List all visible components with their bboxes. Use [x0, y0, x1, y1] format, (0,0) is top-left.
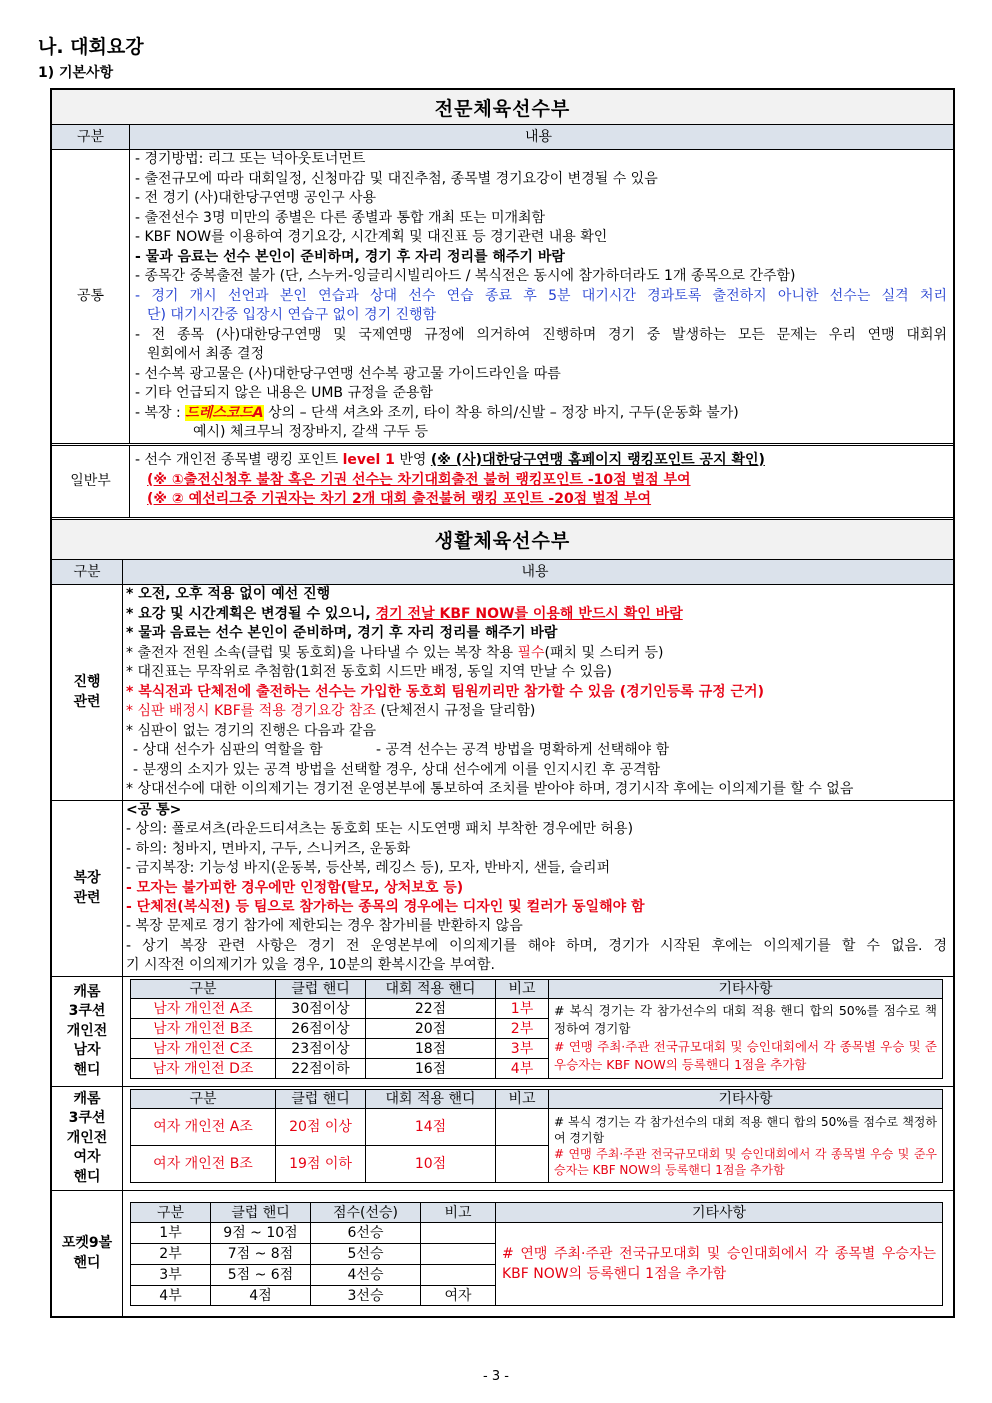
remark-cell — [421, 1244, 496, 1265]
header-category: 구분 — [52, 560, 123, 584]
common-line: - KBF NOW를 이용하여 경기요강, 시간계획 및 대진표 등 경기관련 내용 확인 — [135, 229, 608, 245]
club-handicap-cell: 7점 ~ 8점 — [211, 1244, 311, 1265]
header-content: 내용 — [521, 564, 549, 580]
progress-subitem: - 상대 선수가 심판의 역할을 함 — [133, 742, 323, 758]
division-cell: 여자 개인전 A조 — [131, 1109, 276, 1146]
table-header-row — [131, 1090, 943, 1109]
notes-box — [554, 1109, 937, 1181]
ranking-level: level 1 — [342, 452, 395, 468]
section-heading: 나. 대회요강 — [38, 36, 144, 58]
remark-cell — [421, 1223, 496, 1244]
dress-line: - 모자는 불가피한 경우에만 인정함(탈모, 상처보호 등) — [126, 879, 464, 896]
dress-line: - 상의: 폴로셔츠(라운드티셔츠는 동호회 또는 시도연맹 패치 부착한 경우에만 허용) — [126, 821, 634, 838]
col-header: 대회 적용 핸디 — [366, 980, 496, 999]
remark-cell: 여자 — [421, 1286, 496, 1306]
carom-men-row — [52, 977, 953, 1087]
dress-line: - 하의: 청바지, 면바지, 구두, 스니커즈, 운동화 — [126, 840, 411, 857]
progress-line — [126, 702, 947, 722]
progress-line: * 심판이 없는 경기의 진행은 다음과 같음 — [126, 722, 377, 739]
general-content — [130, 446, 953, 517]
notes-box — [554, 999, 937, 1077]
notes-cell — [549, 1109, 943, 1183]
division-cell: 2부 — [131, 1244, 211, 1265]
division-cell: 여자 개인전 B조 — [131, 1146, 276, 1183]
col-header: 기타사항 — [549, 980, 943, 999]
dress-line: - 복장 문제로 경기 참가에 제한되는 경우 참가비를 반환하지 않음 — [126, 918, 523, 935]
table-row — [131, 1109, 943, 1146]
dress-line: - 금지복장: 기능성 바지(운동복, 등산복, 레깅스 등), 모자, 반바지, 샌들, 슬리퍼 — [126, 860, 611, 877]
carom-women-row — [52, 1087, 953, 1191]
event-handicap-cell: 16점 — [366, 1059, 496, 1079]
event-handicap-cell: 14점 — [366, 1109, 496, 1146]
page-number: - 3 - — [483, 1369, 509, 1384]
ranking-text: - 선수 개인전 종목별 랭킹 포인트 — [135, 452, 343, 468]
row-label-carom-women: 캐롬 3쿠션 개인전 여자 핸디 — [52, 1087, 123, 1190]
notes-cell — [549, 999, 943, 1079]
col-header: 비고 — [496, 1090, 549, 1109]
dress-rule: 상의 – 단색 셔츠와 조끼, 타이 착용 하의/신발 – 정장 바지, 구두(운동화 불가) — [263, 404, 739, 421]
common-line: - 전 경기 (사)대한당구연맹 공인구 사용 — [135, 190, 377, 206]
common-line: - 출전규모에 따라 대회일정, 신청마감 및 대진추첨, 종목별 경기요강이 변경될 수 있음 — [135, 170, 658, 187]
progress-line: * 상대선수에 대한 이의제기는 경기전 운영본부에 통보하여 조치를 받아야 하며, 경기시작 후에는 이의제기를 할 수 없음 — [126, 781, 854, 797]
row-label-carom-men: 캐롬 3쿠션 개인전 남자 핸디 — [52, 977, 123, 1086]
dress-line: - 단체전(복식전) 등 팀으로 참가하는 종목의 경우에는 디자인 및 컬러가 동일해야 함 — [126, 898, 645, 915]
note: # 복식 경기는 각 참가선수의 대회 적용 핸디 합의 50%를 점수로 책정하여 경기함 — [554, 1003, 937, 1036]
remark-cell — [496, 1146, 549, 1183]
table-row — [131, 999, 943, 1019]
remark-cell — [496, 1109, 549, 1146]
progress-text: (단체전시 규정을 달리함) — [375, 703, 536, 719]
row-label-pocket: 포켓9볼 핸디 — [52, 1191, 123, 1316]
remark-cell: 4부 — [496, 1059, 549, 1079]
guidelines-table — [50, 88, 955, 1318]
amateur-progress-row — [52, 585, 953, 801]
note: # 연맹 주최·주관 전국규모대회 및 승인대회에서 각 종목별 우승자는 KBF NOW의 등록핸디 1점을 추가함 — [502, 1246, 936, 1282]
common-line: - 전 종목 (사)대한당구연맹 및 국제연맹 규정에 의거하여 진행하며 경기 중 발생하는 모든 문제는 우리 연맹 대회위 — [135, 326, 947, 343]
club-handicap-cell: 20점 이상 — [276, 1109, 366, 1146]
common-line: - 종목간 중복출전 불가 (단, 스누커-잉글리시빌리아드 / 복식전은 동시에 참가하더라도 1개 종목으로 간주함) — [135, 268, 796, 284]
pro-division-title: 전문체육선수부 — [434, 97, 571, 120]
dress-line: <공 통> — [126, 802, 182, 818]
dress-line: 기 시작전 이의제기가 있을 경우, 10분의 환복시간을 부여함. — [126, 957, 495, 974]
division-cell: 남자 개인전 B조 — [131, 1019, 276, 1039]
row-label-common: 공통 — [52, 150, 130, 443]
ranking-line — [135, 451, 947, 471]
club-handicap-cell: 9점 ~ 10점 — [211, 1223, 311, 1244]
note: # 복식 경기는 각 참가선수의 대회 적용 핸디 합의 50%를 점수로 책정하여 경기함 — [554, 1115, 937, 1145]
col-header: 구분 — [131, 980, 276, 999]
common-line: - 출전선수 3명 미만의 종별은 다른 종별과 통합 개최 또는 미개최함 — [135, 209, 546, 226]
pocket-table — [130, 1202, 943, 1306]
carom-women-content — [123, 1087, 953, 1190]
division-cell: 3부 — [131, 1265, 211, 1286]
common-line: 단) 대기시간중 입장시 연습구 없이 경기 진행함 — [147, 307, 437, 323]
pro-general-row — [52, 446, 953, 520]
progress-line — [126, 605, 947, 625]
amateur-dress-row — [52, 801, 953, 977]
progress-line — [126, 741, 947, 761]
progress-line: * 대진표는 무작위로 추첨함(1회전 동호회 시드만 배정, 동일 지역 만날 수 있음) — [126, 664, 612, 680]
ranking-text-2: 반영 — [394, 452, 431, 468]
col-header: 구분 — [131, 1203, 211, 1223]
event-handicap-cell: 22점 — [366, 999, 496, 1019]
col-header: 클럽 핸디 — [211, 1203, 311, 1223]
common-line: - 기타 언급되지 않은 내용은 UMB 규정을 준용함 — [135, 385, 434, 401]
race-to-cell: 6선승 — [311, 1223, 421, 1244]
penalty-line-1: (※ ①출전신청후 불참 혹은 기권 선수는 차기대회출전 불허 랭킹포인트 -10점 벌점 부여 — [147, 471, 691, 488]
row-label-general: 일반부 — [52, 446, 130, 517]
pro-division-title-row — [52, 90, 953, 125]
pro-common-row — [52, 150, 953, 446]
progress-line — [126, 644, 947, 664]
progress-content — [123, 585, 953, 800]
progress-text: * 요강 및 시간계획은 변경될 수 있으니, — [126, 605, 376, 622]
col-header: 기타사항 — [549, 1090, 943, 1109]
race-to-cell: 3선승 — [311, 1286, 421, 1306]
event-handicap-cell: 10점 — [366, 1146, 496, 1183]
carom-women-table — [130, 1089, 943, 1183]
header-category: 구분 — [52, 125, 130, 149]
club-handicap-cell: 22점이하 — [276, 1059, 366, 1079]
progress-emphasis: 필수 — [517, 644, 545, 661]
event-handicap-cell: 18점 — [366, 1039, 496, 1059]
dress-code-highlight: 드레스코드A — [185, 404, 264, 421]
event-handicap-cell: 20점 — [366, 1019, 496, 1039]
division-cell: 남자 개인전 D조 — [131, 1059, 276, 1079]
common-line: - 물과 음료는 선수 본인이 준비하며, 경기 후 자리 정리를 해주기 바람 — [135, 248, 565, 265]
progress-line: * 오전, 오후 적용 없이 예선 진행 — [126, 586, 331, 602]
table-header-row — [131, 1203, 943, 1223]
division-cell: 4부 — [131, 1286, 211, 1306]
pocket-content — [123, 1191, 953, 1316]
race-to-cell: 5선승 — [311, 1244, 421, 1265]
table-header-row — [131, 980, 943, 999]
progress-line: * 복식전과 단체전에 출전하는 선수는 가입한 동호회 팀원끼리만 참가할 수 있음 (경기인등록 규정 근거) — [126, 683, 764, 700]
division-cell: 남자 개인전 A조 — [131, 999, 276, 1019]
club-handicap-cell: 5점 ~ 6점 — [211, 1265, 311, 1286]
common-line: - 경기 개시 선언과 본인 연습과 상대 선수 연습 종료 후 5분 대기시간 경과토록 출전하지 아니한 선수는 실격 처리 — [135, 287, 947, 304]
col-header: 구분 — [131, 1090, 276, 1109]
club-handicap-cell: 26점이상 — [276, 1019, 366, 1039]
club-handicap-cell: 23점이상 — [276, 1039, 366, 1059]
carom-men-content — [123, 977, 953, 1086]
header-content: 내용 — [524, 129, 553, 145]
remark-cell: 3부 — [496, 1039, 549, 1059]
dress-example: 예시) 체크무늬 정장바지, 갈색 구두 등 — [193, 424, 429, 440]
row-label-progress: 진행 관련 — [52, 585, 123, 800]
progress-line: * 물과 음료는 선수 본인이 준비하며, 경기 후 자리 정리를 해주기 바람 — [126, 625, 558, 641]
progress-line: - 분쟁의 소지가 있는 공격 방법을 선택할 경우, 상대 선수에게 이를 인지시킨 후 공격함 — [133, 761, 661, 778]
dress-content — [123, 801, 953, 976]
note: # 연맹 주최·주관 전국규모대회 및 승인대회에서 각 종목별 우승 및 준우승자는 KBF NOW의 등록핸디 1점을 추가함 — [554, 1147, 937, 1177]
dress-prefix: - 복장 : — [135, 404, 186, 421]
row-label-dress: 복장 관련 — [52, 801, 123, 976]
remark-cell: 1부 — [496, 999, 549, 1019]
club-handicap-cell: 30점이상 — [276, 999, 366, 1019]
col-header: 점수(선승) — [311, 1203, 421, 1223]
pocket-row — [52, 1191, 953, 1316]
col-header: 비고 — [421, 1203, 496, 1223]
club-handicap-cell: 19점 이하 — [276, 1146, 366, 1183]
common-content — [130, 150, 953, 443]
col-header: 기타사항 — [496, 1203, 943, 1223]
division-cell: 1부 — [131, 1223, 211, 1244]
amateur-division-title-row — [52, 520, 953, 560]
subsection-heading: 1) 기본사항 — [38, 65, 114, 81]
progress-emphasis: 경기 전날 KBF NOW를 이용해 반드시 확인 바람 — [375, 605, 683, 622]
dress-code-line — [135, 404, 947, 424]
ranking-note: (※ (사)대한당구연맹 홈페이지 랭킹포인트 공지 확인) — [430, 452, 765, 468]
remark-cell: 2부 — [496, 1019, 549, 1039]
division-cell: 남자 개인전 C조 — [131, 1039, 276, 1059]
col-header: 비고 — [496, 980, 549, 999]
progress-subitem: - 공격 선수는 공격 방법을 명확하게 선택해야 함 — [376, 742, 670, 758]
common-line: - 선수복 광고물은 (사)대한당구연맹 선수복 광고물 가이드라인을 따름 — [135, 365, 561, 382]
remark-cell — [421, 1265, 496, 1286]
table-row — [131, 1223, 943, 1244]
amateur-header-row — [52, 560, 953, 585]
amateur-division-title: 생활체육선수부 — [434, 530, 571, 552]
note: # 연맹 주최·주관 전국규모대회 및 승인대회에서 각 종목별 우승 및 준우승자는 KBF NOW의 등록핸디 1점을 추가함 — [554, 1039, 937, 1072]
col-header: 클럽 핸디 — [276, 1090, 366, 1109]
progress-text: (패치 및 스티커 등) — [544, 644, 664, 661]
penalty-line-2: (※ ② 예선리그중 기권자는 차기 2개 대회 출전불허 랭킹 포인트 -20점 벌점 부여 — [147, 491, 652, 507]
common-line: - 경기방법: 리그 또는 넉아웃토너먼트 — [135, 151, 366, 167]
notes-cell — [496, 1223, 943, 1306]
pro-header-row — [52, 125, 953, 150]
carom-men-table — [130, 979, 943, 1079]
col-header: 클럽 핸디 — [276, 980, 366, 999]
progress-text: * 출전자 전원 소속(클럽 및 동호회)을 나타낼 수 있는 복장 착용 — [126, 644, 518, 661]
progress-emphasis: * 심판 배정시 KBF를 적용 경기요강 참조 — [126, 703, 376, 719]
dress-line: - 상기 복장 관련 사항은 경기 전 운영본부에 이의제기를 해야 하며, 경기가 시작된 후에는 이의제기를 할 수 없음. 경 — [126, 937, 947, 954]
club-handicap-cell: 4점 — [211, 1286, 311, 1306]
race-to-cell: 4선승 — [311, 1265, 421, 1286]
common-line: 원회에서 최종 결정 — [147, 346, 265, 362]
col-header: 대회 적용 핸디 — [366, 1090, 496, 1109]
